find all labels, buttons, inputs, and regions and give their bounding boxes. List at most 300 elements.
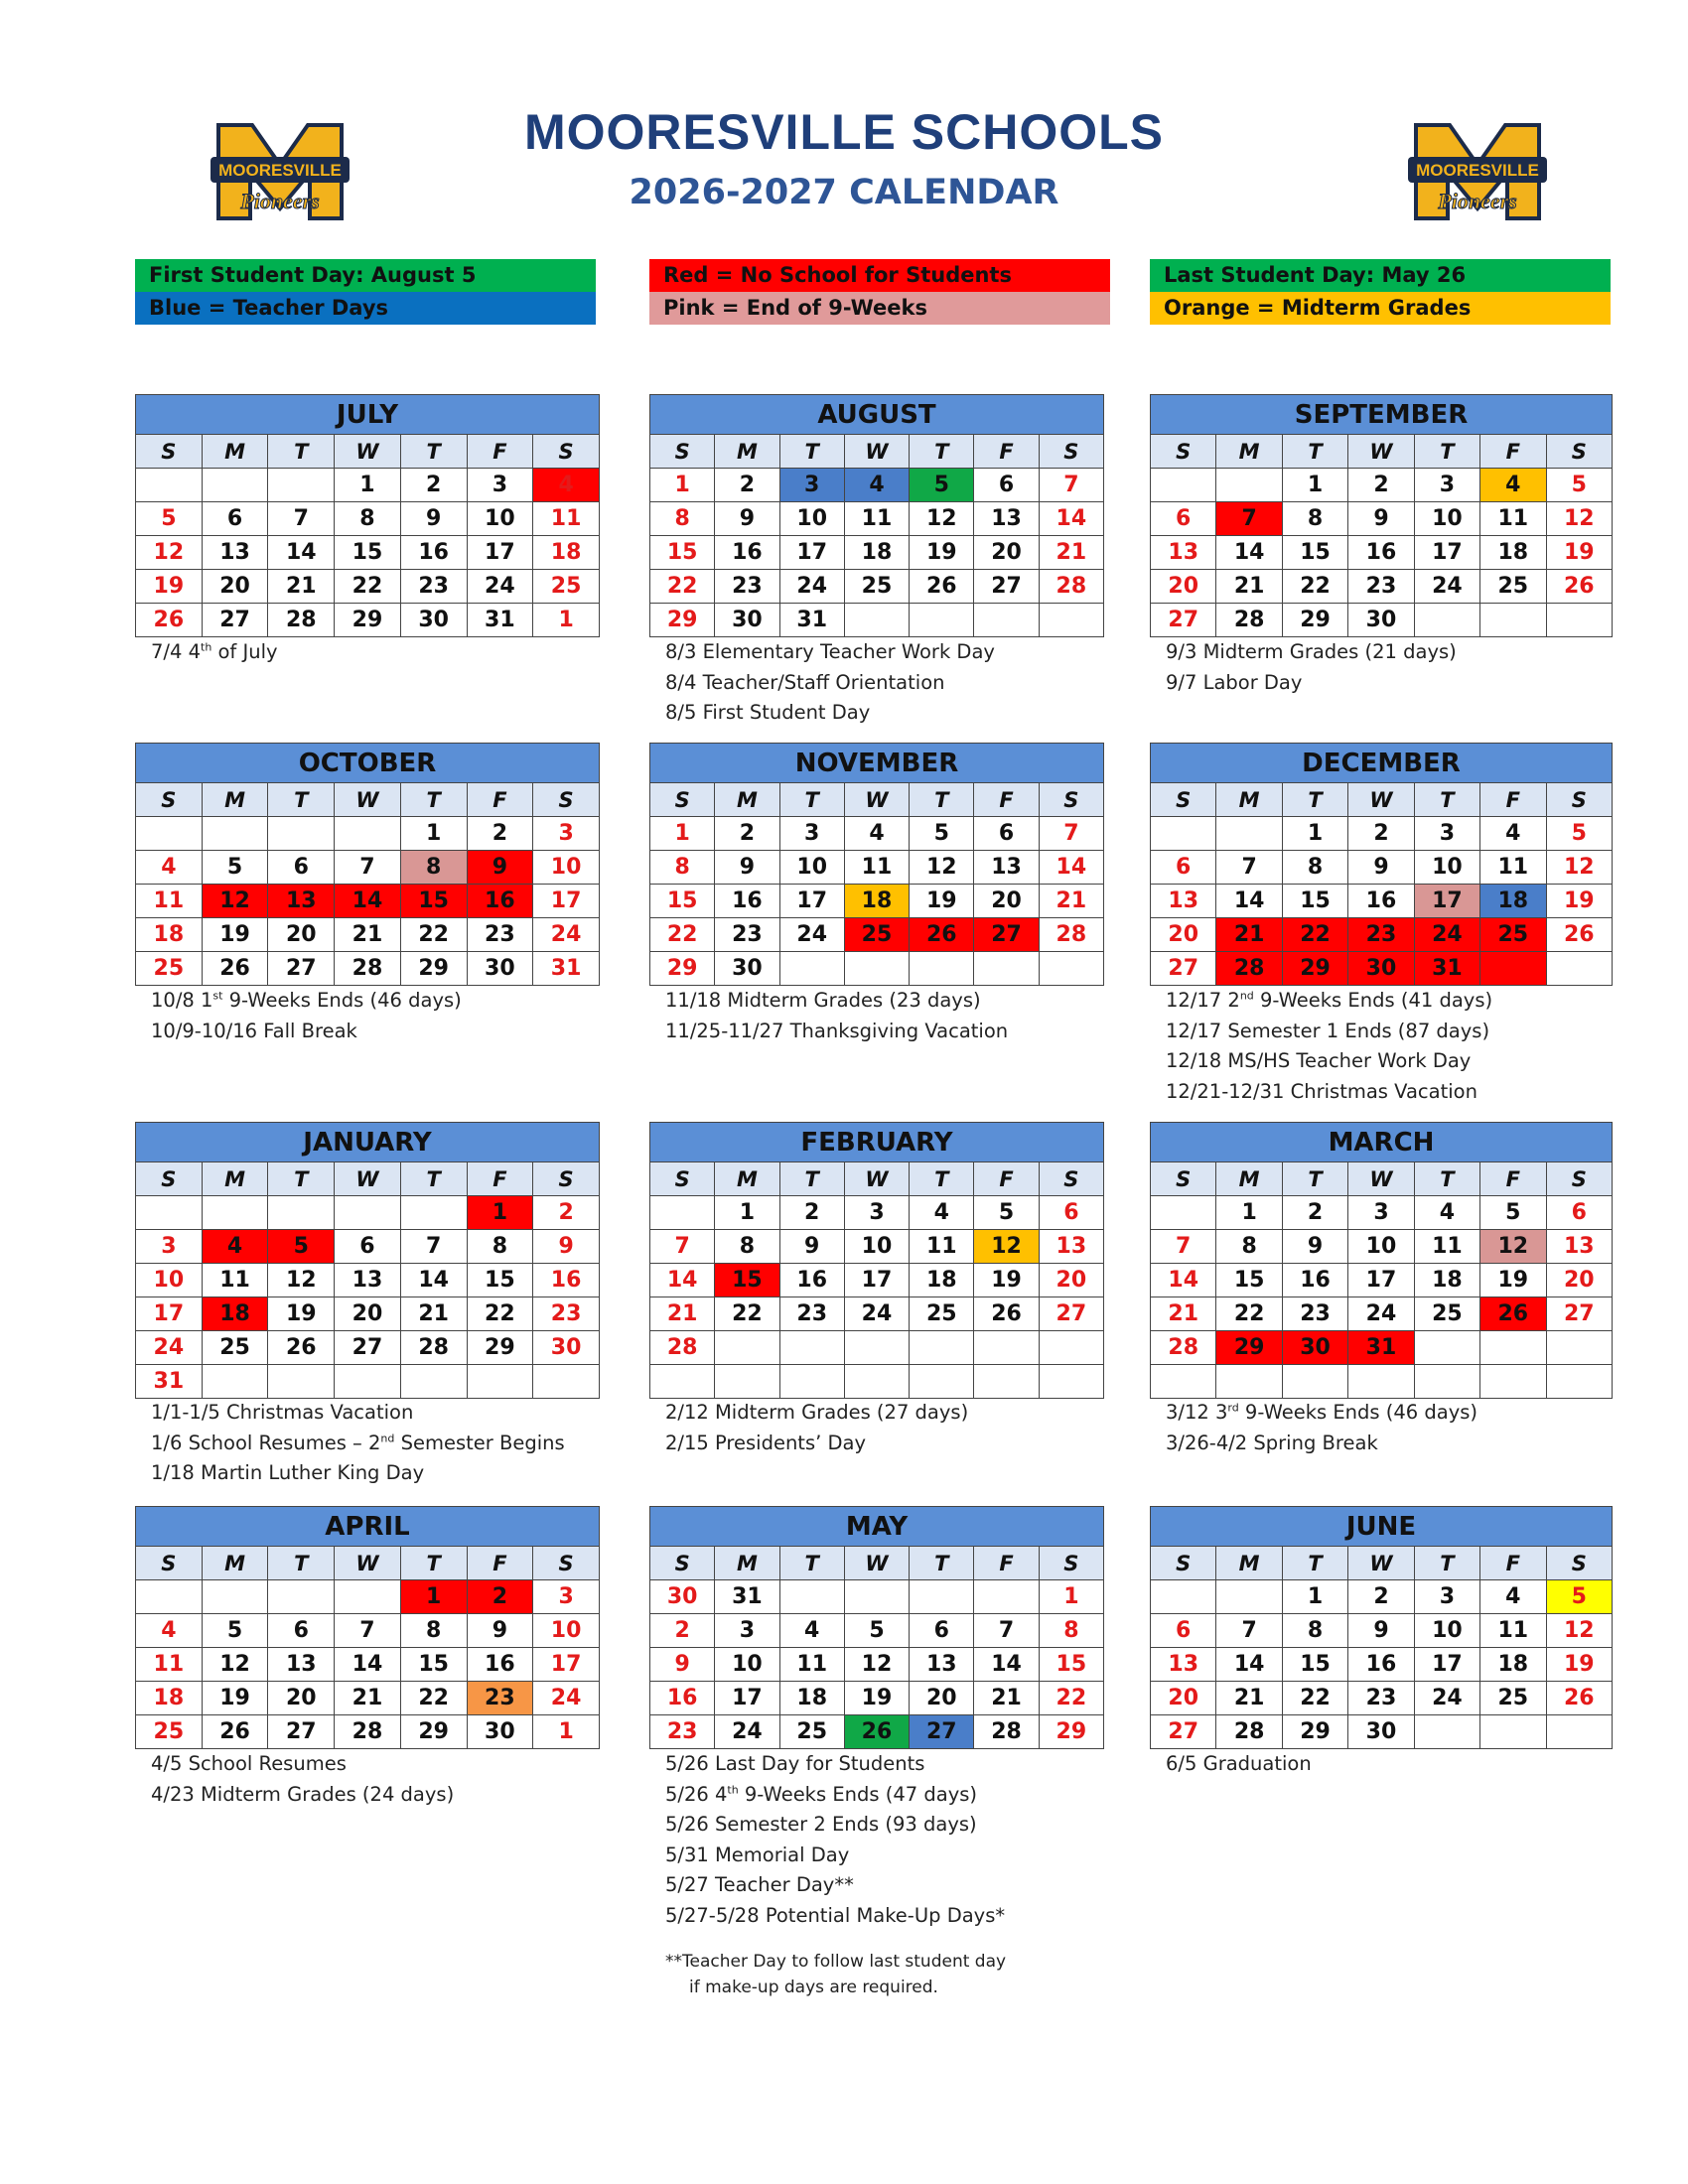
weekday-header: T <box>268 435 335 469</box>
day-cell: 28 <box>1216 952 1282 986</box>
day-cell: 18 <box>1414 1264 1479 1297</box>
note-line: 4/23 Midterm Grades (24 days) <box>151 1782 455 1806</box>
next-month-day-cell: 1 <box>533 1715 600 1749</box>
day-cell: 2 <box>467 817 533 851</box>
day-cell: 12 <box>844 1648 909 1682</box>
day-cell: 5 <box>844 1614 909 1648</box>
day-cell: 26 <box>974 1297 1039 1331</box>
day-cell: 20 <box>268 1682 335 1715</box>
weekday-header: T <box>910 1547 974 1580</box>
day-cell: 13 <box>1151 536 1216 570</box>
empty-day-cell <box>1151 1196 1216 1230</box>
day-cell: 2 <box>650 1614 715 1648</box>
day-cell: 27 <box>1546 1297 1612 1331</box>
day-cell: 16 <box>1348 536 1414 570</box>
day-cell: 11 <box>910 1230 974 1264</box>
svg-text:Pioneers: Pioneers <box>1438 189 1517 213</box>
day-cell: 22 <box>467 1297 533 1331</box>
month-notes <box>665 1398 968 1458</box>
empty-day-cell <box>974 1331 1039 1365</box>
empty-day-cell <box>779 952 844 986</box>
page-title: MOORESVILLE SCHOOLS <box>523 104 1165 160</box>
month-notes <box>151 637 278 668</box>
page-subtitle: 2026-2027 CALENDAR <box>629 173 1059 212</box>
empty-day-cell <box>910 1331 974 1365</box>
empty-day-cell <box>1414 1331 1479 1365</box>
empty-day-cell <box>910 952 974 986</box>
day-cell: 3 <box>1414 1580 1479 1614</box>
day-cell: 26 <box>1546 570 1612 604</box>
empty-day-cell <box>467 1365 533 1399</box>
day-cell: 14 <box>650 1264 715 1297</box>
empty-day-cell <box>779 1580 844 1614</box>
day-cell: 20 <box>1546 1264 1612 1297</box>
day-cell: 21 <box>268 570 335 604</box>
weekday-header: S <box>650 435 715 469</box>
day-cell: 11 <box>1414 1230 1479 1264</box>
empty-day-cell <box>1216 469 1282 502</box>
note-line: 1/18 Martin Luther King Day <box>151 1461 425 1484</box>
day-cell: 13 <box>1151 885 1216 918</box>
day-cell: 26 <box>1546 1682 1612 1715</box>
weekday-header: F <box>1480 435 1546 469</box>
weekday-header: T <box>268 783 335 817</box>
weekday-header: S <box>650 1547 715 1580</box>
day-cell: 29 <box>1282 1715 1347 1749</box>
legend-end-of-9-weeks: Pink = End of 9-Weeks <box>649 292 1110 325</box>
day-cell: 14 <box>1039 851 1103 885</box>
weekday-header: M <box>202 1547 268 1580</box>
day-cell: 16 <box>715 885 779 918</box>
day-cell: 9 <box>467 1614 533 1648</box>
weekday-header: S <box>1039 1162 1103 1196</box>
weekday-header: M <box>202 435 268 469</box>
note-line: 9/3 Midterm Grades (21 days) <box>1166 640 1457 663</box>
day-cell: 23 <box>1348 918 1414 952</box>
day-cell: 16 <box>779 1264 844 1297</box>
day-cell: 19 <box>844 1682 909 1715</box>
empty-day-cell <box>1039 604 1103 637</box>
empty-day-cell <box>1480 952 1546 986</box>
day-cell: 16 <box>1348 1648 1414 1682</box>
note-line: 11/25-11/27 Thanksgiving Vacation <box>665 1019 1009 1042</box>
day-cell: 24 <box>1414 918 1479 952</box>
day-cell: 19 <box>1480 1264 1546 1297</box>
day-cell: 28 <box>1039 570 1103 604</box>
month-april <box>135 1506 600 1749</box>
empty-day-cell <box>715 1365 779 1399</box>
day-cell: 6 <box>268 1614 335 1648</box>
note-line: 5/26 Semester 2 Ends (93 days) <box>665 1813 977 1836</box>
day-cell: 17 <box>136 1297 203 1331</box>
day-cell: 11 <box>202 1264 268 1297</box>
weekday-header: T <box>1414 1162 1479 1196</box>
day-cell: 12 <box>136 536 203 570</box>
weekday-header: T <box>910 1162 974 1196</box>
day-cell: 21 <box>335 1682 401 1715</box>
day-cell: 7 <box>1151 1230 1216 1264</box>
day-cell: 15 <box>1216 1264 1282 1297</box>
day-cell: 25 <box>136 1715 203 1749</box>
day-cell: 18 <box>844 536 909 570</box>
day-cell: 2 <box>779 1196 844 1230</box>
day-cell: 7 <box>1216 851 1282 885</box>
day-cell: 15 <box>650 536 715 570</box>
day-cell: 14 <box>1039 502 1103 536</box>
empty-day-cell <box>202 1580 268 1614</box>
day-cell: 1 <box>1282 1580 1347 1614</box>
weekday-header: S <box>136 783 203 817</box>
day-cell: 19 <box>202 918 268 952</box>
day-cell: 14 <box>974 1648 1039 1682</box>
weekday-header: M <box>1216 783 1282 817</box>
day-cell: 1 <box>400 817 467 851</box>
month-march <box>1150 1122 1613 1399</box>
footnote-line: **Teacher Day to follow last student day <box>665 1952 1007 1972</box>
month-name: AUGUST <box>650 395 1104 435</box>
day-cell: 18 <box>1480 885 1546 918</box>
day-cell: 4 <box>1480 817 1546 851</box>
day-cell: 23 <box>1282 1297 1347 1331</box>
note-line: 2/15 Presidents’ Day <box>665 1431 867 1454</box>
day-cell: 15 <box>1282 536 1347 570</box>
day-cell: 25 <box>779 1715 844 1749</box>
day-cell: 22 <box>400 918 467 952</box>
month-june <box>1150 1506 1613 1749</box>
day-cell: 9 <box>1348 502 1414 536</box>
weekday-header: M <box>202 1162 268 1196</box>
day-cell: 10 <box>1414 1614 1479 1648</box>
weekday-header: T <box>400 783 467 817</box>
month-notes <box>151 986 462 1046</box>
day-cell: 12 <box>910 851 974 885</box>
day-cell: 17 <box>1414 885 1479 918</box>
day-cell: 4 <box>779 1614 844 1648</box>
weekday-header: M <box>202 783 268 817</box>
day-cell: 29 <box>650 604 715 637</box>
month-notes <box>665 1749 1006 2000</box>
month-name: MAY <box>650 1507 1104 1547</box>
day-cell: 26 <box>910 918 974 952</box>
month-september <box>1150 394 1613 637</box>
note-line: 10/9-10/16 Fall Break <box>151 1019 357 1042</box>
empty-day-cell <box>1039 1331 1103 1365</box>
day-cell: 31 <box>1414 952 1479 986</box>
day-cell: 19 <box>910 885 974 918</box>
day-cell: 12 <box>910 502 974 536</box>
note-line: 9/7 Labor Day <box>1166 670 1303 694</box>
day-cell: 10 <box>715 1648 779 1682</box>
day-cell: 18 <box>533 536 600 570</box>
empty-day-cell <box>335 1196 401 1230</box>
day-cell: 4 <box>136 1614 203 1648</box>
day-cell: 7 <box>335 851 401 885</box>
day-cell: 23 <box>715 918 779 952</box>
day-cell: 1 <box>650 817 715 851</box>
weekday-header: T <box>1282 435 1347 469</box>
day-cell: 6 <box>202 502 268 536</box>
day-cell: 30 <box>467 1715 533 1749</box>
empty-day-cell <box>136 469 203 502</box>
day-cell: 8 <box>1282 851 1347 885</box>
day-cell: 21 <box>1039 536 1103 570</box>
note-line: 4/5 School Resumes <box>151 1752 347 1775</box>
day-cell: 14 <box>1216 1648 1282 1682</box>
day-cell: 4 <box>533 469 600 502</box>
day-cell: 28 <box>268 604 335 637</box>
day-cell: 23 <box>1348 570 1414 604</box>
day-cell: 20 <box>268 918 335 952</box>
day-cell: 27 <box>1151 952 1216 986</box>
month-notes <box>1166 986 1492 1107</box>
day-cell: 9 <box>650 1648 715 1682</box>
day-cell: 1 <box>1039 1580 1103 1614</box>
day-cell: 29 <box>1039 1715 1103 1749</box>
day-cell: 14 <box>1216 885 1282 918</box>
day-cell: 25 <box>1414 1297 1479 1331</box>
day-cell: 20 <box>974 885 1039 918</box>
day-cell: 25 <box>1480 570 1546 604</box>
day-cell: 4 <box>844 469 909 502</box>
day-cell: 6 <box>1546 1196 1612 1230</box>
weekday-header: F <box>974 783 1039 817</box>
day-cell: 13 <box>910 1648 974 1682</box>
empty-day-cell <box>779 1331 844 1365</box>
day-cell: 13 <box>974 851 1039 885</box>
day-cell: 16 <box>467 1648 533 1682</box>
weekday-header: W <box>335 1547 401 1580</box>
day-cell: 17 <box>1348 1264 1414 1297</box>
day-cell: 27 <box>202 604 268 637</box>
day-cell: 26 <box>136 604 203 637</box>
day-cell: 21 <box>1151 1297 1216 1331</box>
day-cell: 19 <box>202 1682 268 1715</box>
weekday-header: S <box>1039 1547 1103 1580</box>
day-cell: 29 <box>400 1715 467 1749</box>
weekday-header: S <box>1546 435 1612 469</box>
day-cell: 24 <box>533 918 600 952</box>
day-cell: 22 <box>400 1682 467 1715</box>
day-cell: 25 <box>202 1331 268 1365</box>
weekday-header: T <box>779 435 844 469</box>
day-cell: 16 <box>400 536 467 570</box>
day-cell: 29 <box>1282 604 1347 637</box>
day-cell: 15 <box>400 1648 467 1682</box>
day-cell: 21 <box>1216 918 1282 952</box>
month-october <box>135 743 600 986</box>
weekday-header: S <box>1151 1162 1216 1196</box>
day-cell: 4 <box>1480 1580 1546 1614</box>
empty-day-cell <box>202 817 268 851</box>
day-cell: 29 <box>1282 952 1347 986</box>
day-cell: 28 <box>650 1331 715 1365</box>
weekday-header: S <box>1546 1547 1612 1580</box>
day-cell: 7 <box>335 1614 401 1648</box>
day-cell: 30 <box>650 1580 715 1614</box>
empty-day-cell <box>1546 1715 1612 1749</box>
empty-day-cell <box>136 817 203 851</box>
day-cell: 1 <box>400 1580 467 1614</box>
day-cell: 8 <box>400 1614 467 1648</box>
empty-day-cell <box>533 1365 600 1399</box>
day-cell: 22 <box>715 1297 779 1331</box>
empty-day-cell <box>1216 817 1282 851</box>
day-cell: 8 <box>400 851 467 885</box>
weekday-header: T <box>1414 435 1479 469</box>
weekday-header: W <box>1348 1547 1414 1580</box>
day-cell: 9 <box>1282 1230 1347 1264</box>
weekday-header: S <box>1039 783 1103 817</box>
note-line: 5/27 Teacher Day** <box>665 1873 854 1896</box>
day-cell: 15 <box>1282 885 1347 918</box>
weekday-header: T <box>400 435 467 469</box>
weekday-header: S <box>533 1547 600 1580</box>
day-cell: 12 <box>1480 1230 1546 1264</box>
empty-day-cell <box>400 1365 467 1399</box>
day-cell: 5 <box>1546 1580 1612 1614</box>
legend-teacher-days: Blue = Teacher Days <box>135 292 596 325</box>
day-cell: 8 <box>650 502 715 536</box>
weekday-header: T <box>268 1162 335 1196</box>
day-cell: 27 <box>910 1715 974 1749</box>
day-cell: 30 <box>1348 952 1414 986</box>
month-name: JUNE <box>1151 1507 1613 1547</box>
weekday-header: W <box>844 783 909 817</box>
day-cell: 24 <box>1348 1297 1414 1331</box>
day-cell: 13 <box>1039 1230 1103 1264</box>
empty-day-cell <box>1039 1365 1103 1399</box>
empty-day-cell <box>974 1365 1039 1399</box>
empty-day-cell <box>844 604 909 637</box>
empty-day-cell <box>1480 1365 1546 1399</box>
day-cell: 19 <box>1546 885 1612 918</box>
day-cell: 3 <box>715 1614 779 1648</box>
day-cell: 16 <box>467 885 533 918</box>
day-cell: 14 <box>1216 536 1282 570</box>
day-cell: 3 <box>779 817 844 851</box>
month-notes <box>151 1749 454 1810</box>
note-line: 12/17 Semester 1 Ends (87 days) <box>1166 1019 1490 1042</box>
weekday-header: T <box>779 1547 844 1580</box>
note-line: 12/17 2nd 9-Weeks Ends (41 days) <box>1166 989 1493 1012</box>
empty-day-cell <box>1546 952 1612 986</box>
weekday-header: M <box>1216 1162 1282 1196</box>
day-cell: 14 <box>335 885 401 918</box>
weekday-header: W <box>335 1162 401 1196</box>
note-line: 5/26 4th 9-Weeks Ends (47 days) <box>665 1782 978 1806</box>
day-cell: 12 <box>202 885 268 918</box>
day-cell: 20 <box>1151 918 1216 952</box>
day-cell: 18 <box>202 1297 268 1331</box>
svg-text:Pioneers: Pioneers <box>240 189 320 213</box>
empty-day-cell <box>1216 1365 1282 1399</box>
day-cell: 6 <box>268 851 335 885</box>
day-cell: 7 <box>1216 1614 1282 1648</box>
day-cell: 17 <box>1414 1648 1479 1682</box>
empty-day-cell <box>779 1365 844 1399</box>
day-cell: 14 <box>268 536 335 570</box>
month-january <box>135 1122 600 1399</box>
day-cell: 25 <box>1480 1682 1546 1715</box>
day-cell: 19 <box>974 1264 1039 1297</box>
day-cell: 2 <box>1348 469 1414 502</box>
day-cell: 7 <box>1039 469 1103 502</box>
note-line: 1/6 School Resumes – 2nd Semester Begins <box>151 1431 565 1454</box>
day-cell: 4 <box>844 817 909 851</box>
weekday-header: M <box>715 1547 779 1580</box>
empty-day-cell <box>1480 604 1546 637</box>
day-cell: 20 <box>974 536 1039 570</box>
day-cell: 11 <box>1480 502 1546 536</box>
note-line: 3/26-4/2 Spring Break <box>1166 1431 1378 1454</box>
empty-day-cell <box>844 1331 909 1365</box>
empty-day-cell <box>268 1196 335 1230</box>
day-cell: 11 <box>844 851 909 885</box>
day-cell: 4 <box>136 851 203 885</box>
weekday-header: M <box>715 1162 779 1196</box>
day-cell: 12 <box>1546 851 1612 885</box>
day-cell: 5 <box>202 1614 268 1648</box>
weekday-header: M <box>715 783 779 817</box>
month-may <box>649 1506 1104 1749</box>
month-name: JULY <box>136 395 600 435</box>
empty-day-cell <box>202 469 268 502</box>
month-notes <box>665 637 995 729</box>
empty-day-cell <box>1348 1365 1414 1399</box>
weekday-header: T <box>1414 783 1479 817</box>
day-cell: 9 <box>400 502 467 536</box>
empty-day-cell <box>1039 952 1103 986</box>
day-cell: 18 <box>1480 1648 1546 1682</box>
empty-day-cell <box>650 1196 715 1230</box>
empty-day-cell <box>844 952 909 986</box>
day-cell: 29 <box>650 952 715 986</box>
day-cell: 20 <box>1151 570 1216 604</box>
day-cell: 18 <box>844 885 909 918</box>
day-cell: 27 <box>974 918 1039 952</box>
weekday-header: S <box>1151 435 1216 469</box>
weekday-header: W <box>1348 435 1414 469</box>
day-cell: 21 <box>1216 1682 1282 1715</box>
weekday-header: S <box>533 783 600 817</box>
day-cell: 7 <box>650 1230 715 1264</box>
empty-day-cell <box>1151 817 1216 851</box>
day-cell: 31 <box>136 1365 203 1399</box>
note-line: 5/26 Last Day for Students <box>665 1752 925 1775</box>
day-cell: 22 <box>335 570 401 604</box>
day-cell: 10 <box>779 851 844 885</box>
empty-day-cell <box>136 1196 203 1230</box>
day-cell: 30 <box>467 952 533 986</box>
day-cell: 30 <box>533 1331 600 1365</box>
day-cell: 10 <box>136 1264 203 1297</box>
day-cell: 10 <box>533 851 600 885</box>
empty-day-cell <box>844 1580 909 1614</box>
day-cell: 22 <box>1039 1682 1103 1715</box>
empty-day-cell <box>1546 1331 1612 1365</box>
day-cell: 26 <box>1480 1297 1546 1331</box>
weekday-header: T <box>1414 1547 1479 1580</box>
empty-day-cell <box>268 469 335 502</box>
empty-day-cell <box>1151 1580 1216 1614</box>
day-cell: 24 <box>533 1682 600 1715</box>
month-december <box>1150 743 1613 986</box>
empty-day-cell <box>910 1365 974 1399</box>
day-cell: 3 <box>533 817 600 851</box>
day-cell: 5 <box>910 469 974 502</box>
day-cell: 31 <box>533 952 600 986</box>
day-cell: 28 <box>335 952 401 986</box>
